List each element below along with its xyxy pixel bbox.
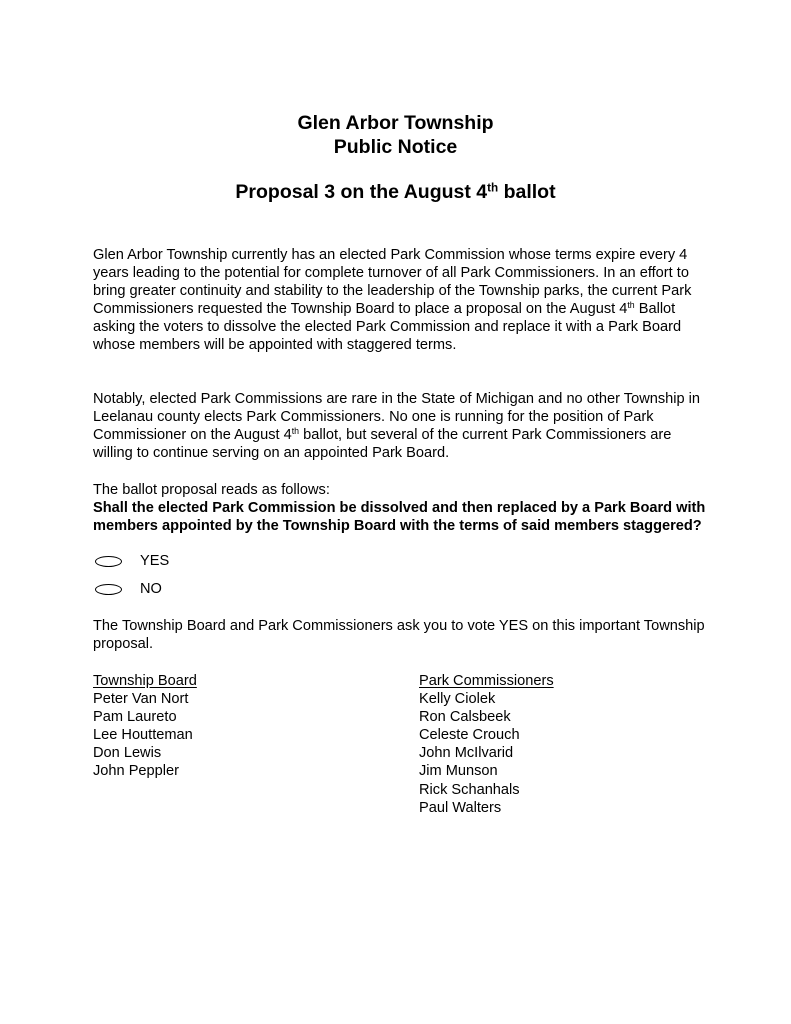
- ballot-question: Shall the elected Park Commission be dissolved and then replaced by a Park Board with members appointed by the Township Board with the terms of said members staggered?: [93, 500, 706, 535]
- list-item: Lee Houtteman: [93, 727, 193, 744]
- proposal-title: [0, 180, 791, 204]
- intro-paragraph: [93, 246, 713, 355]
- intro-paragraph-text-1: Glen Arbor Township currently has an elected Park Commission whose terms expire every 4 years leading to the potential for complete turnover of all Park Commissioners. In an effort to bring greater continuity and stability to the leadership of the Township parks, the current Park Commissioners requested the Township Board to place a proposal on the August 4: [93, 247, 692, 318]
- list-item: Paul Walters: [419, 799, 502, 816]
- notice-type-title: Public Notice: [333, 136, 458, 158]
- proposal-title-suffix: ballot: [498, 181, 556, 203]
- list-item: Ron Calsbeek: [419, 709, 511, 726]
- list-item: Celeste Crouch: [419, 727, 520, 744]
- proposal-title-text: Proposal 3 on the August 4: [235, 181, 488, 203]
- context-paragraph: [93, 390, 713, 462]
- list-item: Rick Schanhals: [419, 781, 520, 798]
- oval-bubble-icon[interactable]: [95, 556, 122, 567]
- proposal-title-ordinal: th: [487, 181, 499, 195]
- list-item: Jim Munson: [419, 763, 498, 780]
- township-board-list: [93, 672, 197, 781]
- appeal-paragraph: The Township Board and Park Commissioners ask you to vote YES on this important Township proposal.: [93, 618, 705, 653]
- list-item: John McIlvarid: [419, 745, 514, 762]
- ballot-intro: The ballot proposal reads as follows:: [93, 482, 330, 498]
- context-paragraph-text-1: Notably, elected Park Commissions are rare in the State of Michigan and no other Township in Leelanau county elects Park Commissioners. No one is running for the position of Park Commissioner on the August 4: [93, 391, 701, 444]
- org-title: Glen Arbor Township: [297, 112, 494, 134]
- option-label-yes: YES: [140, 553, 170, 569]
- ballot-option-yes[interactable]: [95, 552, 169, 570]
- ordinal-suffix: th: [291, 426, 300, 437]
- list-item: John Peppler: [93, 763, 180, 780]
- list-item: Kelly Ciolek: [419, 691, 496, 708]
- township-board-heading: Township Board: [93, 673, 197, 689]
- ordinal-suffix: th: [627, 300, 635, 311]
- list-item: Don Lewis: [93, 745, 162, 762]
- oval-bubble-icon[interactable]: [95, 584, 122, 595]
- ballot-option-no[interactable]: [95, 580, 162, 598]
- intro-paragraph-text-2: Ballot asking the voters to dissolve the elected Park Commission and replace it with a Park Board whose members will be appointed with staggered terms.: [93, 301, 682, 354]
- list-item: Peter Van Nort: [93, 691, 189, 708]
- context-paragraph-text-2: ballot, but several of the current Park Commissioners are willing to continue serving on an appointed Park Board.: [93, 427, 672, 462]
- park-commissioners-heading: Park Commissioners: [419, 673, 554, 689]
- option-label-no: NO: [140, 581, 162, 597]
- list-item: Pam Laureto: [93, 709, 177, 726]
- park-commissioners-list: [419, 672, 554, 817]
